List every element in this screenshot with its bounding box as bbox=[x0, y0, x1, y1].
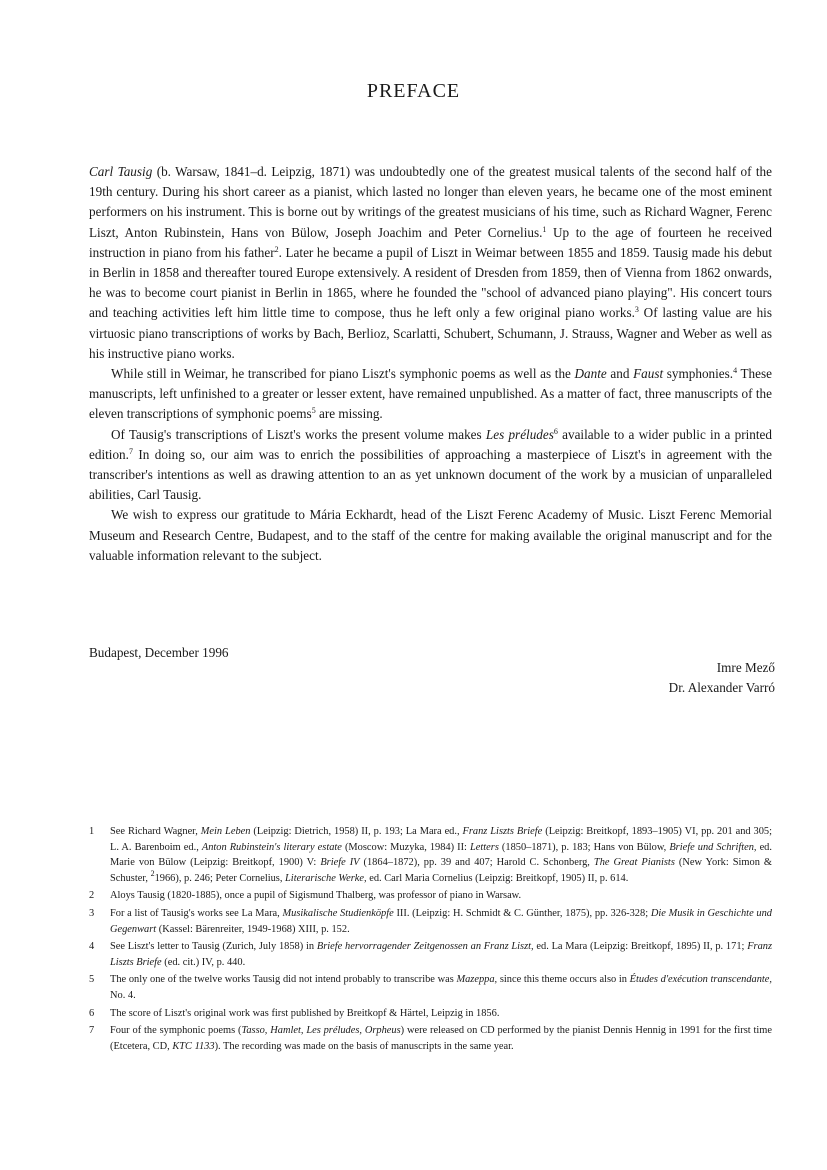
footnote-text bbox=[110, 972, 772, 1003]
text-run: 1966), p. 246; Peter Cornelius, bbox=[154, 872, 286, 884]
text-run: since this theme occurs also in bbox=[497, 974, 630, 986]
signature-block bbox=[500, 658, 775, 697]
text-run: (1850–1871), p. 183; Hans von Bülow, bbox=[498, 841, 670, 853]
text-run: . Later he became a pupil of Liszt in Weimar between 1855 and 1859. Tausig made his debut in Berlin in 1858 and thereafter toured Europe extensively. A resident of Dresden from 1859, then of Vienna from 1862 onwards, he was to become court pianist in Berlin in 1865, where he founded the "school of advanced piano playing". His concert tours and teaching activities left him little time to compose, thus he left only a few original piano works. bbox=[89, 244, 772, 321]
text-run: are missing. bbox=[315, 406, 383, 422]
footnote-text bbox=[110, 824, 772, 886]
place-date: Budapest, December 1996 bbox=[89, 645, 229, 660]
italic-text: Briefe hervorragender Zeitgenossen an Franz Liszt, bbox=[316, 941, 534, 953]
text-run: (b. Warsaw, 1841–d. Leipzig, 1871) was undoubtedly one of the greatest musical talents of the second half of the 19th century. During his short career as a pianist, which lasted no longer than eleven years, he became one of the most eminent performers on his instrument. This is borne out by writings of the greatest musicians of his time, such as Richard Wagner, Ferenc Liszt, Anton Rubinstein, Hans von Bülow, Joseph Joachim and Peter Cornelius. bbox=[89, 164, 773, 240]
text-run: (Leipzig: Breitkopf, 1893–1905) VI, pp. 201 and 305; L. A. Barenboim ed., bbox=[110, 826, 772, 853]
footnote bbox=[89, 939, 772, 970]
footnote-text bbox=[110, 1023, 772, 1054]
italic-text: Franz Liszts Briefe bbox=[110, 941, 773, 968]
italic-text: Briefe IV bbox=[320, 857, 360, 869]
footnote-text bbox=[110, 1006, 772, 1022]
footnotes bbox=[89, 824, 772, 1056]
footnote-ref: 3 bbox=[634, 305, 639, 315]
text-run: Four of the symphonic poems ( bbox=[110, 1025, 242, 1037]
footnote-ref: 1 bbox=[542, 224, 547, 234]
text-run: No. 4. bbox=[110, 989, 136, 1001]
text-run: (Moscow: Muzyka, 1984) II: bbox=[341, 841, 470, 853]
text-run: and bbox=[606, 366, 634, 382]
text-run: (Leipzig: Dietrich, 1958) II, p. 193; La Mara ed., bbox=[250, 826, 463, 837]
italic-text: Letters bbox=[470, 841, 499, 853]
italic-text: Mein Leben bbox=[200, 826, 251, 837]
footnote-ref: 5 bbox=[311, 406, 316, 416]
text-run: ) were released on CD performed by the pianist Dennis Hennig in 1991 for the first time (Etcetera, CD, bbox=[110, 1025, 772, 1052]
footnote bbox=[89, 1006, 772, 1022]
italic-text: Mazeppa, bbox=[456, 974, 498, 986]
paragraph bbox=[89, 364, 772, 425]
text-run: (ed. cit.) IV, p. 440. bbox=[161, 956, 246, 968]
footnote bbox=[89, 972, 772, 1003]
footnote-number: 2 bbox=[89, 890, 95, 902]
text-run: available to a wider public in a printed edition. bbox=[89, 426, 772, 462]
footnote-ref: 7 bbox=[128, 446, 133, 456]
italic-text: Carl Tausig bbox=[89, 164, 153, 179]
footnote-number: 3 bbox=[89, 907, 95, 919]
text-run: While still in Weimar, he transcribed for piano Liszt's symphonic poems as well as the bbox=[111, 366, 575, 382]
text-run: (1864–1872), pp. 39 and 407; Harold C. Schonberg, bbox=[359, 857, 594, 869]
text-run: In doing so, our aim was to enrich the possibilities of approaching a masterpiece of Liszt's in agreement with the transcriber's intentions as well as drawing attention to an as yet unknown document of the work by a musician of unparalleled abilities, Carl Tausig. bbox=[89, 446, 772, 503]
footnote-ref: 2 bbox=[274, 244, 279, 254]
page-title: PREFACE bbox=[366, 80, 461, 102]
text-run: Of Tausig's transcriptions of Liszt's works the present volume makes bbox=[111, 426, 486, 442]
preface-body bbox=[89, 162, 772, 566]
text-run: See Richard Wagner, bbox=[110, 826, 201, 837]
italic-text: Études d'exécution transcendante, bbox=[629, 974, 773, 986]
text-run: See Liszt's letter to Tausig (Zurich, July 1858) in bbox=[110, 941, 317, 953]
text-run: These manuscripts, left unfinished to a greater or lesser extent, have remained unpublished. As a matter of fact, three manuscripts of the eleven transcriptions of symphonic poems bbox=[89, 366, 772, 422]
text-run: The only one of the twelve works Tausig did not intend probably to transcribe was bbox=[110, 974, 457, 986]
italic-text: Faust bbox=[633, 366, 664, 382]
italic-text: Dante bbox=[574, 366, 607, 382]
footnote-ref: 2 bbox=[150, 868, 155, 878]
paragraph bbox=[89, 162, 772, 364]
signature-name: Imre Mező bbox=[716, 660, 775, 675]
footnote bbox=[89, 888, 772, 904]
text-run: ed. Carl Maria Cornelius (Leipzig: Breitkopf, 1905) II, p. 614. bbox=[366, 872, 629, 884]
text-run: ed. La Mara (Leipzig: Breitkopf, 1895) II, p. 171; bbox=[533, 941, 748, 953]
italic-text: KTC 1133 bbox=[172, 1040, 215, 1052]
footnote bbox=[89, 906, 772, 937]
italic-text: Anton Rubinstein's literary estate bbox=[201, 841, 342, 853]
footnote-text bbox=[110, 888, 772, 904]
italic-text: Franz Liszts Briefe bbox=[462, 826, 543, 837]
footnote-ref: 4 bbox=[733, 366, 738, 376]
text-run: ). The recording was made on the basis of manuscripts in the same year. bbox=[214, 1040, 514, 1052]
italic-text: Die Musik in Geschichte und Gegenwart bbox=[110, 907, 773, 935]
footnote-number: 6 bbox=[89, 1007, 95, 1019]
paragraph bbox=[89, 505, 772, 566]
footnote bbox=[89, 1023, 772, 1054]
footnote-number: 5 bbox=[89, 974, 95, 986]
footnote-ref: 6 bbox=[553, 426, 558, 436]
text-run: symphonies. bbox=[663, 366, 734, 382]
text-run: For a list of Tausig's works see La Mara, bbox=[110, 907, 283, 919]
footnote-text bbox=[110, 906, 772, 937]
text-run: III. (Leipzig: H. Schmidt & C. Günther, 1875), pp. 326-328; bbox=[393, 907, 651, 919]
italic-text: Musikalische Studienköpfe bbox=[282, 907, 394, 919]
italic-text: Tasso, Hamlet, Les préludes, Orpheus bbox=[241, 1025, 401, 1037]
text-run: Aloys Tausig (1820-1885), once a pupil of Sigismund Thalberg, was professor of piano in Warsaw. bbox=[110, 890, 522, 902]
footnote-number: 4 bbox=[89, 941, 95, 953]
italic-text: The Great Pianists bbox=[593, 857, 675, 869]
italic-text: Les préludes bbox=[485, 426, 554, 442]
text-run: (Kassel: Bärenreiter, 1949-1968) XIII, p. 152. bbox=[156, 923, 350, 935]
footnote-number: 1 bbox=[89, 826, 95, 837]
italic-text: Briefe und Schriften, bbox=[669, 841, 757, 853]
text-run: (New York: Simon & Schuster, bbox=[110, 857, 772, 884]
text-run: Of lasting value are his virtuosic piano transcriptions of works by Bach, Berlioz, Scarlatti, Schubert, Schumann, J. Strauss, Wagner and Weber as well as his instructive piano works. bbox=[89, 305, 772, 361]
text-run: ed. Marie von Bülow (Leipzig: Breitkopf, 1900) V: bbox=[110, 841, 772, 869]
signature-name: Dr. Alexander Varró bbox=[668, 679, 775, 695]
paragraph bbox=[89, 425, 772, 506]
footnote-text bbox=[110, 939, 772, 970]
footnote-number: 7 bbox=[89, 1025, 95, 1037]
text-run: The score of Liszt's original work was first published by Breitkopf & Härtel, Leipzig in 1856. bbox=[110, 1007, 500, 1019]
text-run: Up to the age of fourteen he received instruction in piano from his father bbox=[89, 224, 772, 260]
footnote bbox=[89, 824, 772, 886]
text-run: We wish to express our gratitude to Mária Eckhardt, head of the Liszt Ferenc Academy of Music. Liszt Ferenc Memorial Museum and Research Centre, Budapest, and to the staff of the centre for making available the original manuscript and for the valuable information relevant to the subject. bbox=[89, 507, 772, 563]
italic-text: Literarische Werke, bbox=[285, 872, 367, 884]
